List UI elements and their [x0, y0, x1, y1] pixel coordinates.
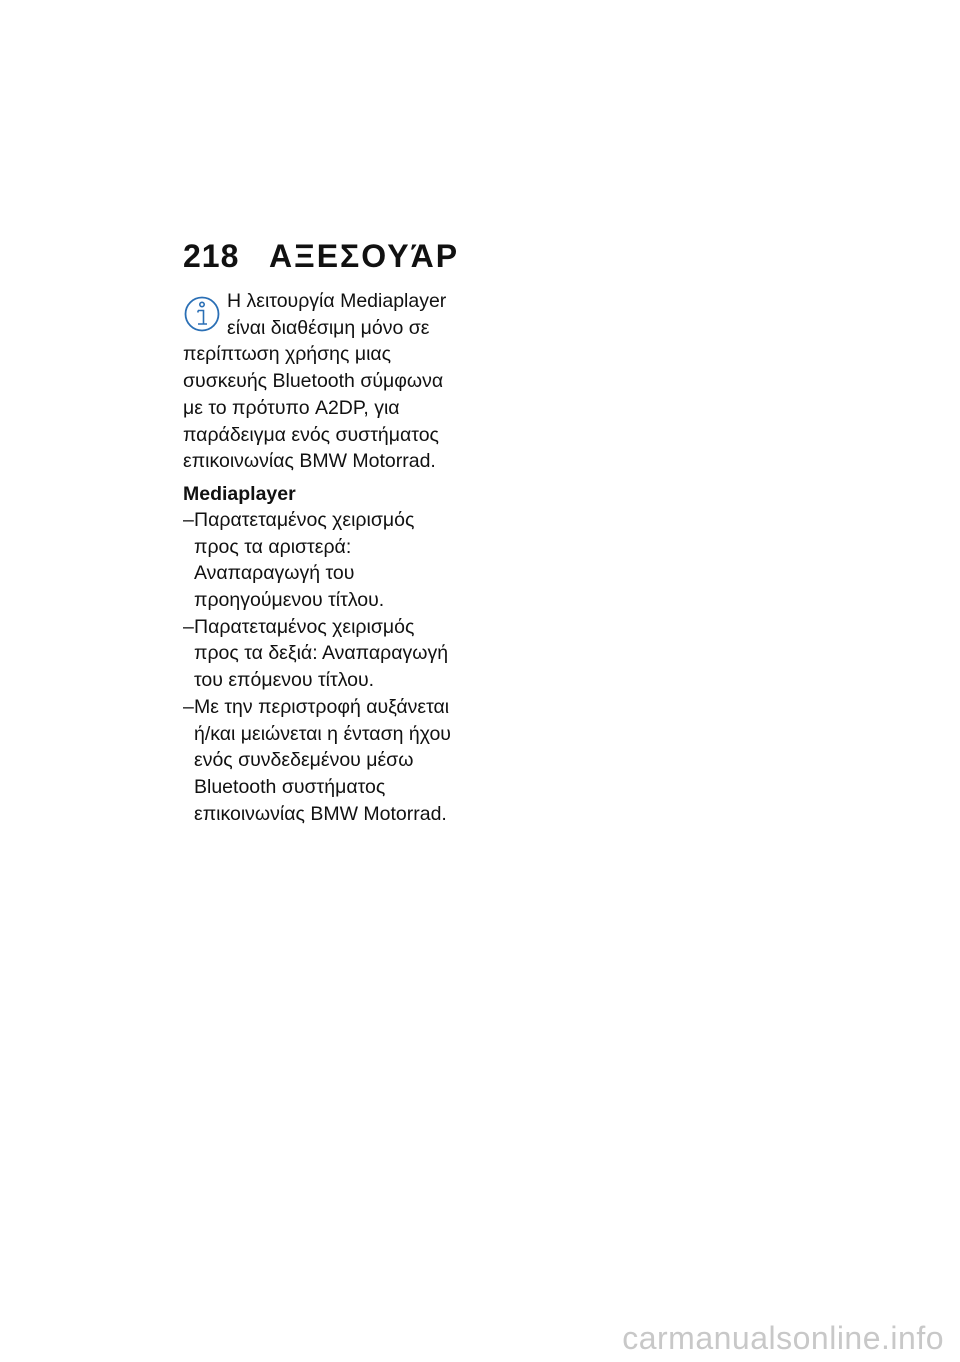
list-item-text: Με την περιστροφή αυξάνεται ή/και μειώνεται η ένταση ήχου ενός συνδεδεμένου μέσω Bluetooth συστήματος επικοινωνίας BMW Motorrad. — [194, 695, 451, 825]
list-item-text: Παρατεταμένος χειρισμός προς τα δεξιά: Αναπαραγωγή του επόμενου τίτλου. — [194, 615, 449, 692]
section-heading: Mediaplayer — [183, 482, 296, 505]
list-item — [183, 507, 458, 614]
list-item — [183, 694, 458, 828]
page-header — [183, 238, 459, 278]
list-item-text: Παρατεταμένος χειρισμός προς τα αριστερά: Αναπαραγωγή του προηγούμενου τίτλου. — [194, 508, 415, 612]
chapter-title: ΑΞΕΣΟΥΆΡ — [269, 238, 460, 274]
info-note — [183, 288, 458, 475]
note-text: Η λειτουργία Mediaplayer είναι διαθέσιμη μόνο σε περίπτωση χρήσης μιας συσκευής Bluetooth σύμφωνα με το πρότυπο A2DP, για παράδειγμα ενός συστήματος επικοινωνίας BMW Motorrad. — [183, 290, 447, 473]
list-dash: – — [183, 508, 194, 531]
footer-watermark: carmanualsonline.info — [622, 1320, 944, 1356]
list-item — [183, 614, 458, 694]
page-number: 218 — [183, 238, 240, 274]
instruction-list — [183, 507, 458, 827]
info-icon — [183, 292, 223, 336]
list-dash: – — [183, 615, 194, 638]
main-content — [183, 288, 458, 827]
list-dash: – — [183, 695, 194, 718]
